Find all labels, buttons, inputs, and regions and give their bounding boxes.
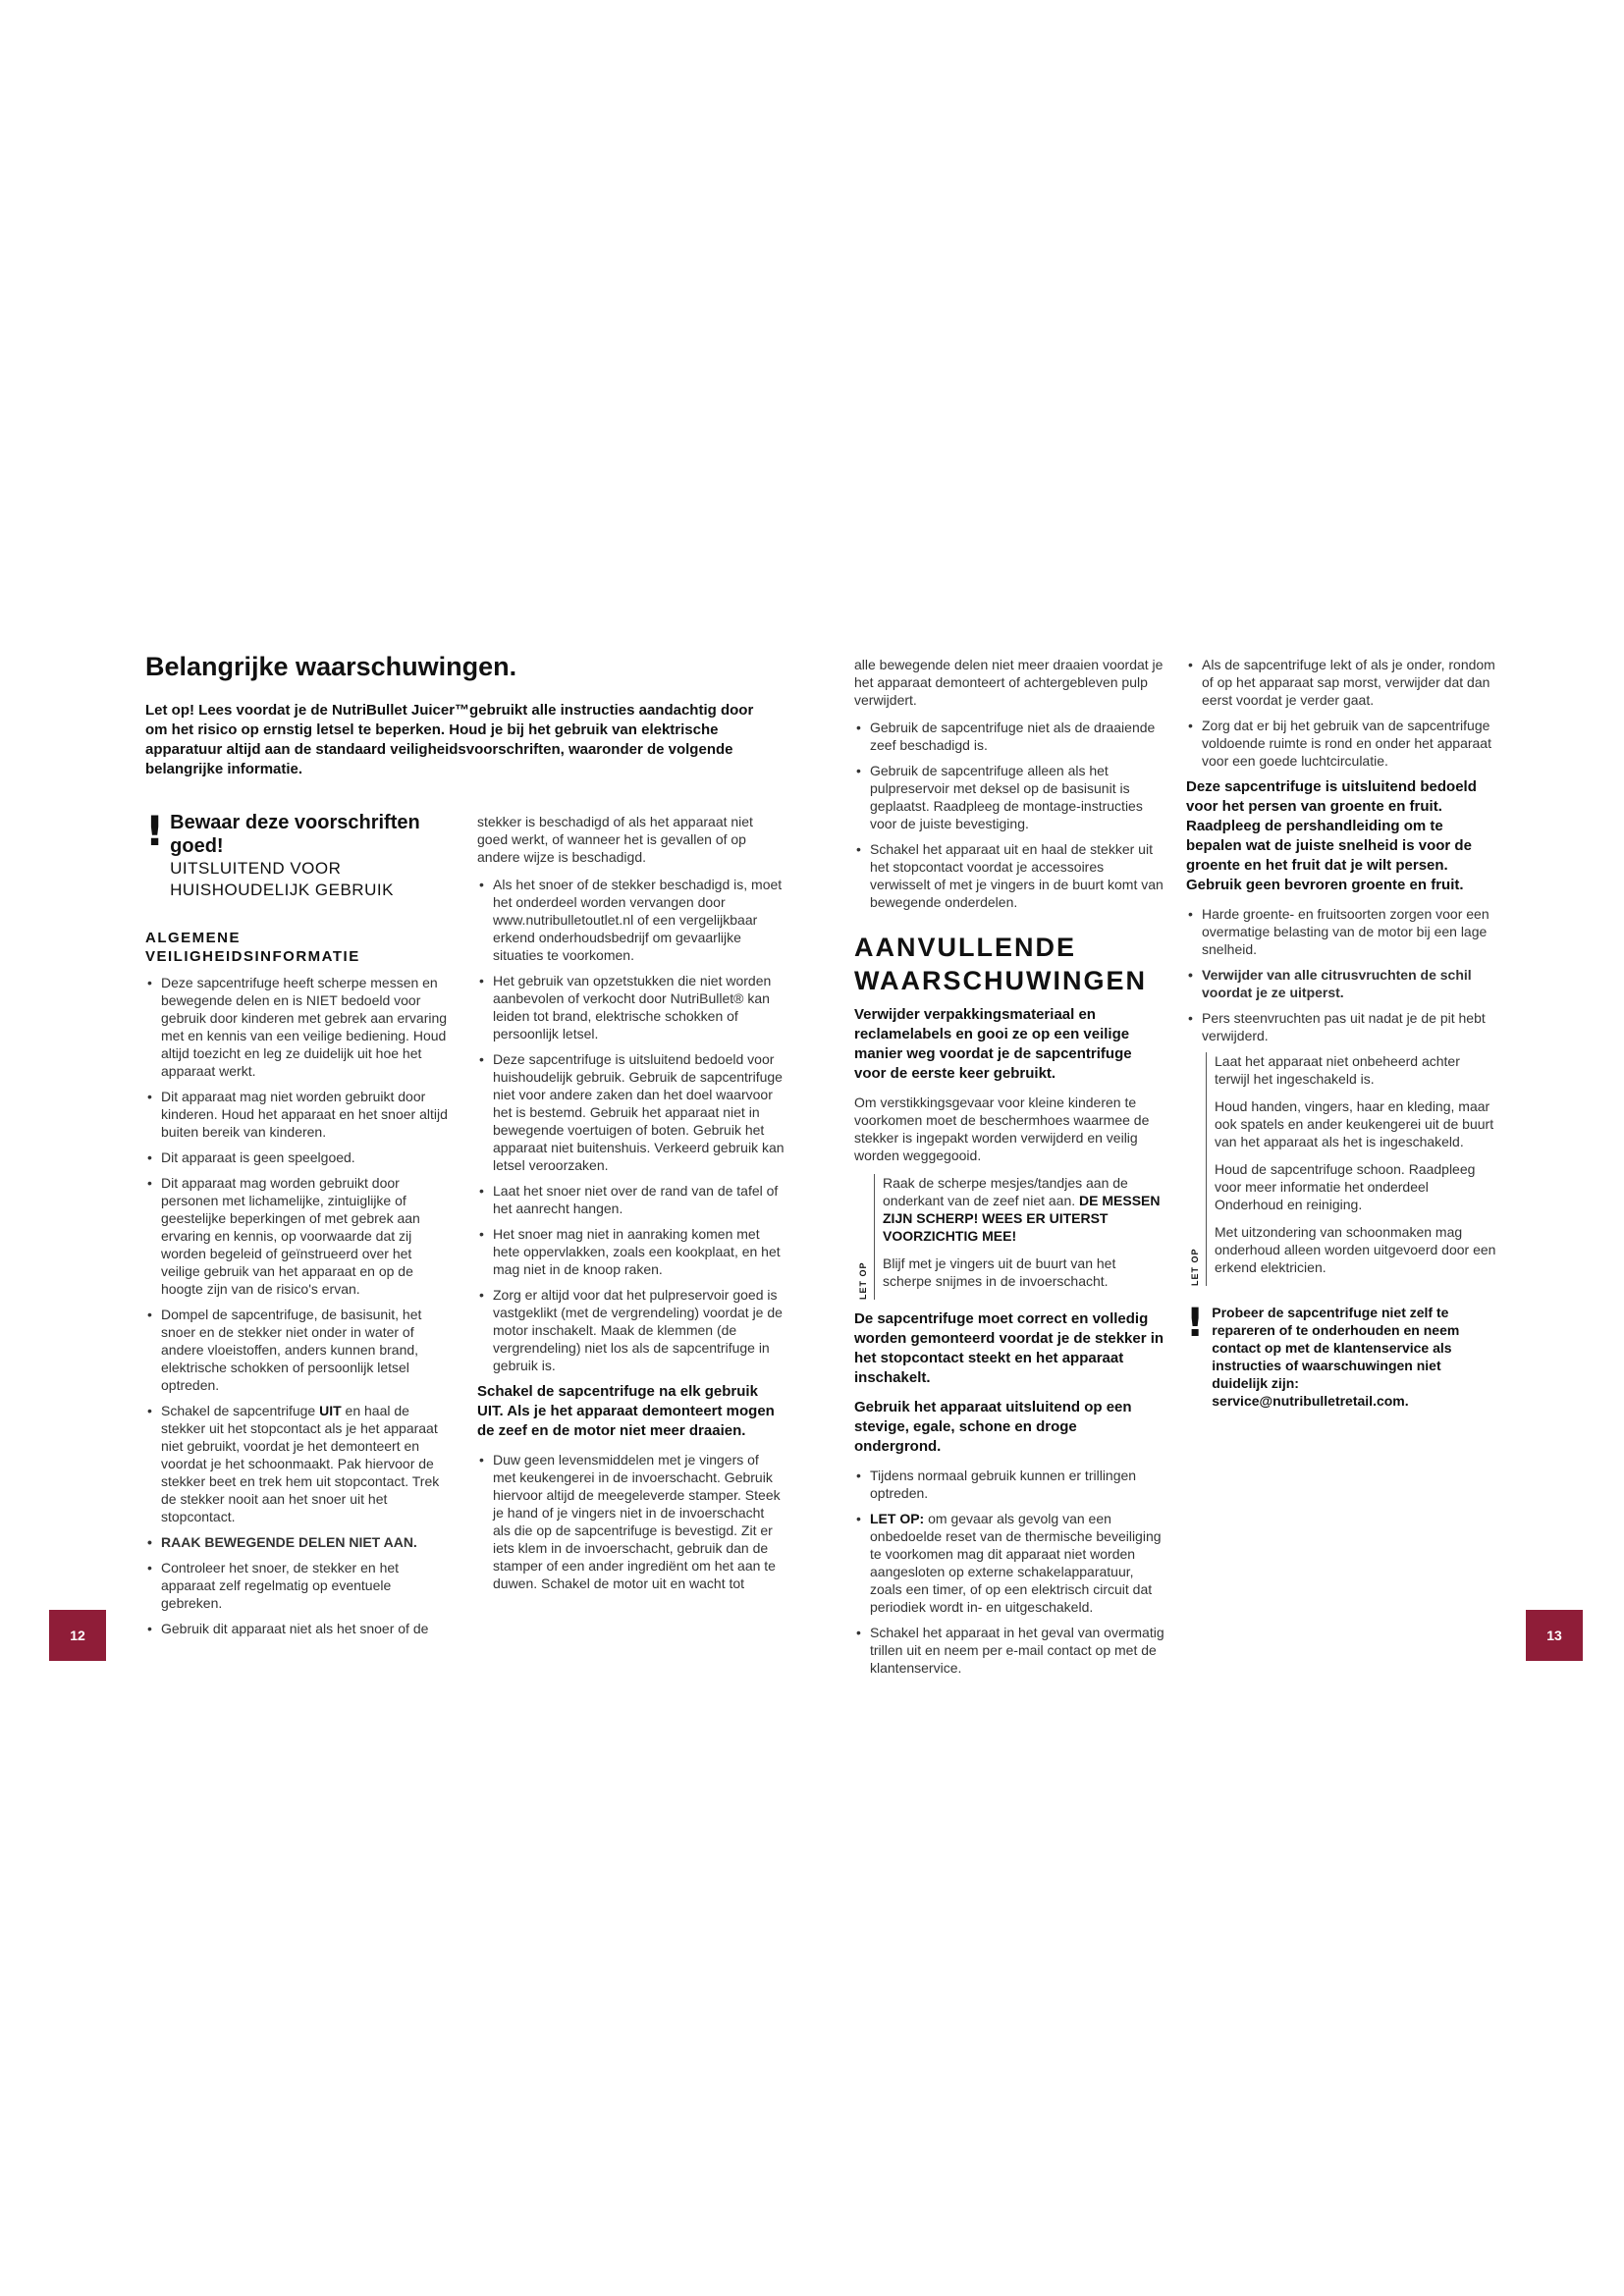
exclamation-icon: ! bbox=[1186, 1301, 1205, 1346]
list-item: • Controleer het snoer, de stekker en het apparaat zelf regelmatig op eventuele gebreken. bbox=[145, 1559, 450, 1612]
list-item bbox=[854, 1510, 1164, 1616]
bold-paragraph: Verwijder verpakkingsmateriaal en reclamelabels en gooi ze op een veilige manier weg voordat je de sapcentrifuge voor de eerste keer gebruikt. bbox=[854, 1006, 1132, 1082]
paragraph: Om verstikkingsgevaar voor kleine kinderen te voorkomen moet de beschermhoes waarmee de stekker is ingepakt worden verwijderd en veilig worden weggegooid. bbox=[854, 1095, 1150, 1163]
text: en haal de stekker uit het stopcontact als je het apparaat niet gebruikt, voordat je het demonteert en voordat je het schoonmaakt. Pak hiervoor de stekker beet en trek hem uit stopcontact. Trek de stekker nooit aan het snoer uit het stopcontact. bbox=[161, 1403, 440, 1524]
list-item: • Het snoer mag niet in aanraking komen met hete oppervlakken, zoals een kookplaat, en het mag niet in de knoop raken. bbox=[477, 1225, 785, 1278]
list-item: • Als het snoer of de stekker beschadigd is, moet het onderdeel worden vervangen door www.nutribulletoutlet.nl of een vergelijkbaar erkend onderhoudsbedrijf om gevaarlijke situaties te voorkomen. bbox=[477, 876, 785, 964]
list-item: • Laat het snoer niet over de rand van de tafel of het aanrecht hangen. bbox=[477, 1182, 785, 1217]
page-number-right: 13 bbox=[1526, 1610, 1583, 1661]
paragraph: Houd handen, vingers, haar en kleding, maar ook spatels en ander keukengerei uit de buurt van het apparaat als het is ingeschakeld. bbox=[1215, 1098, 1494, 1149]
page-number-left: 12 bbox=[49, 1610, 106, 1661]
bold-paragraph: Deze sapcentrifuge is uitsluitend bedoeld voor het persen van groente en fruit. Raadpleeg de pershandleiding om te bepalen wat de juiste snelheid is voor de groente en het fruit dat je wilt persen. Gebruik geen bevroren groente en fruit. bbox=[1186, 778, 1477, 893]
paragraph: stekker is beschadigd of als het apparaat niet goed werkt, of wanneer het is gevallen of op andere wijze is beschadigd. bbox=[477, 814, 753, 865]
list-item: • Dit apparaat is geen speelgoed. bbox=[145, 1148, 450, 1166]
list-item: • Als de sapcentrifuge lekt of als je onder, rondom of op het apparaat sap morst, verwijder dat dan eerst voordat je verder gaat. bbox=[1186, 656, 1498, 709]
section-heading: ALGEMENE VEILIGHEIDSINFORMATIE bbox=[145, 930, 360, 965]
caution-label: LET OP bbox=[854, 1174, 875, 1300]
list-item: • Schakel het apparaat in het geval van overmatig trillen uit en neem per e-mail contact op met de klantenservice. bbox=[854, 1624, 1164, 1677]
list-item: • Gebruik dit apparaat niet als het snoer of de bbox=[145, 1620, 450, 1637]
list-item: • Dit apparaat mag niet worden gebruikt door kinderen. Houd het apparaat en het snoer altijd buiten bereik van kinderen. bbox=[145, 1088, 450, 1141]
text: Schakel de sapcentrifuge bbox=[161, 1403, 320, 1418]
intro-text: Let op! Lees voordat je de NutriBullet Juicer™gebruikt alle instructies aandachtig door om het risico op ernstig letsel te beperken. Houd je bij het gebruik van elektrische apparatuur altijd aan de standaard veiligheidsvoorschriften, waaronder de volgende belangrijke informatie. bbox=[145, 702, 754, 777]
list-item: • Verwijder van alle citrusvruchten de schil voordat je ze uitperst. bbox=[1186, 966, 1498, 1001]
caution-block bbox=[1186, 1052, 1498, 1286]
paragraph: Met uitzondering van schoonmaken mag onderhoud alleen worden uitgevoerd door een erkend elektricien. bbox=[1215, 1224, 1496, 1275]
bold-text: LET OP: bbox=[870, 1511, 925, 1526]
list-item: • Schakel het apparaat uit en haal de stekker uit het stopcontact voordat je accessoires verwisselt of met je vingers in de buurt komt van bewegende onderdelen. bbox=[854, 840, 1164, 911]
text: om gevaar als gevolg van een onbedoelde reset van de thermische beveiliging te voorkomen mag dit apparaat niet worden aangesloten op externe schakelapparatuur, zoals een timer, of op een elektrisch circuit dat periodiek wordt in- en uitgeschakeld. bbox=[870, 1511, 1162, 1615]
caution-label: LET OP bbox=[1186, 1052, 1207, 1286]
paragraph: alle bewegende delen niet meer draaien voordat je het apparaat demonteert of achtergebleven pulp verwijdert. bbox=[854, 657, 1164, 708]
list-item: • Dit apparaat mag worden gebruikt door personen met lichamelijke, zintuiglijke of geestelijke beperkingen of met gebrek aan ervaring en kennis, op voorwaarde dat zij worden begeleid of geïnstrueerd over het veilige gebruik van het apparaat en op de hoogte zijn van de risico's ervan. bbox=[145, 1174, 450, 1298]
list-item: • Zorg dat er bij het gebruik van de sapcentrifuge voldoende ruimte is rond en onder het apparaat voor een goede luchtcirculatie. bbox=[1186, 717, 1498, 770]
list-item: • Zorg er altijd voor dat het pulpreservoir goed is vastgeklikt (met de vergrendeling) voordat je de motor inschakelt. Maak de klemmen (de vergrendeling) niet los als de sapcentrifuge in gebruik is. bbox=[477, 1286, 785, 1374]
paragraph bbox=[883, 1174, 1164, 1245]
list-item: • Deze sapcentrifuge heeft scherpe messen en bewegende delen en is NIET bedoeld voor gebruik door kinderen met gebrek aan ervaring met en kennis van een veilige bediening. Houd altijd toezicht en leg ze duidelijk uit hoe het apparaat werkt. bbox=[145, 974, 450, 1080]
list-item: • Duw geen levensmiddelen met je vingers of met keukengerei in de invoerschacht. Gebruik hiervoor altijd de meegeleverde stamper. Steek je hand of je vingers niet in de invoerschacht als die op de sapcentrifuge is bevestigd. Zit er iets klem in de invoerschacht, gebruik dan de stamper of een ander ingrediënt om het aan te duwen. Schakel de motor uit en wacht tot bbox=[477, 1451, 785, 1592]
list-item bbox=[145, 1402, 450, 1525]
keep-subtitle: UITSLUITEND VOOR HUISHOUDELIJK GEBRUIK bbox=[170, 859, 394, 899]
section-heading: AANVULLENDE WAARSCHUWINGEN bbox=[854, 933, 1147, 995]
bold-paragraph: Gebruik het apparaat uitsluitend op een stevige, egale, schone en droge ondergrond. bbox=[854, 1399, 1132, 1455]
column-4 bbox=[1186, 656, 1498, 1410]
exclamation-icon: ! bbox=[145, 807, 165, 855]
column-3 bbox=[854, 656, 1164, 1684]
service-text: Probeer de sapcentrifuge niet zelf te repareren of te onderhouden en neem contact op met de klantenservice als instructies of waarschuwingen niet duidelijk zijn: service@nutribulletretail.com. bbox=[1212, 1305, 1460, 1409]
caution-block bbox=[854, 1174, 1164, 1300]
keep-title: Bewaar deze voorschriften goed! bbox=[170, 812, 420, 857]
list-item: • Gebruik de sapcentrifuge niet als de draaiende zeef beschadigd is. bbox=[854, 719, 1164, 754]
bold-text: UIT bbox=[319, 1403, 342, 1418]
paragraph: Blijf met je vingers uit de buurt van het scherpe snijmes in de invoerschacht. bbox=[883, 1255, 1116, 1289]
list-item: • Pers steenvruchten pas uit nadat je de pit hebt verwijderd. bbox=[1186, 1009, 1498, 1044]
list-item: • Dompel de sapcentrifuge, de basisunit, het snoer en de stekker niet onder in water of andere vloeistoffen, anders kunnen brand, elektrische schokken of persoonlijk letsel optreden. bbox=[145, 1306, 450, 1394]
paragraph: Laat het apparaat niet onbeheerd achter terwijl het ingeschakeld is. bbox=[1215, 1053, 1460, 1087]
bold-paragraph: De sapcentrifuge moet correct en volledig worden gemonteerd voordat je de stekker in het stopcontact steekt en het apparaat inschakelt. bbox=[854, 1310, 1164, 1386]
list-item: • Tijdens normaal gebruik kunnen er trillingen optreden. bbox=[854, 1467, 1164, 1502]
list-item: • Deze sapcentrifuge is uitsluitend bedoeld voor huishoudelijk gebruik. Gebruik de sapcentrifuge niet voor andere zaken dan het doel waarvoor het is bestemd. Gebruik het apparaat niet in bewegende voertuigen of boten. Gebruik het apparaat niet buitenshuis. Verkeerd gebruik kan letsel veroorzaken. bbox=[477, 1050, 785, 1174]
list-item: • Harde groente- en fruitsoorten zorgen voor een overmatige belasting van de motor bij een lage snelheid. bbox=[1186, 905, 1498, 958]
bold-paragraph: Schakel de sapcentrifuge na elk gebruik UIT. Als je het apparaat demonteert mogen de zeef en de motor niet meer draaien. bbox=[477, 1383, 775, 1439]
service-note bbox=[1186, 1301, 1498, 1410]
keep-notice bbox=[145, 807, 460, 901]
list-item: • RAAK BEWEGENDE DELEN NIET AAN. bbox=[145, 1533, 450, 1551]
page-title: Belangrijke waarschuwingen. bbox=[145, 652, 517, 681]
paragraph: Houd de sapcentrifuge schoon. Raadpleeg voor meer informatie het onderdeel Onderhoud en reiniging. bbox=[1215, 1161, 1476, 1212]
list-item: • Gebruik de sapcentrifuge alleen als het pulpreservoir met deksel op de basisunit is geplaatst. Raadpleeg de montage-instructies voor de juiste bevestiging. bbox=[854, 762, 1164, 832]
column-2 bbox=[477, 813, 785, 1600]
list-item: • Het gebruik van opzetstukken die niet worden aanbevolen of verkocht door NutriBullet® kan leiden tot brand, elektrische schokken of persoonlijk letsel. bbox=[477, 972, 785, 1042]
column-1 bbox=[145, 929, 450, 1645]
bold-text: DE MESSEN ZIJN SCHERP! WEES ER UITERST VOORZICHTIG MEE! bbox=[883, 1193, 1161, 1244]
text: Raak de scherpe mesjes/tandjes aan de onderkant van de zeef niet aan. bbox=[883, 1175, 1128, 1208]
